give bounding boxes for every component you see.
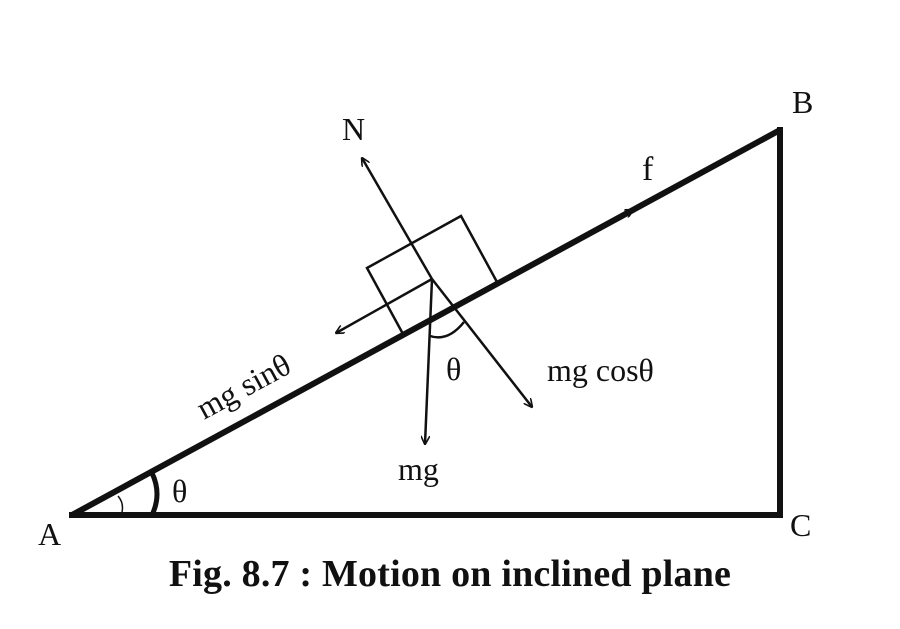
mg-cos-arrow <box>432 279 532 407</box>
normal-force-label: N <box>342 111 366 147</box>
point-c-label: C <box>790 507 812 543</box>
base-angle-arc <box>152 473 157 515</box>
figure-caption: Fig. 8.7 : Motion on inclined plane <box>168 553 732 595</box>
point-b-label: B <box>792 84 814 120</box>
weight-arrow <box>425 279 432 444</box>
normal-force-arrow <box>362 158 432 279</box>
friction-label: f <box>642 151 654 188</box>
mg-sin-label: mg sinθ <box>190 346 297 427</box>
base-angle-inner-mark <box>118 496 123 512</box>
weight-label: mg <box>398 451 439 487</box>
base-angle-label: θ <box>172 473 188 509</box>
friction-arrow <box>560 210 633 249</box>
mg-cos-label: mg cosθ <box>547 352 654 388</box>
block-angle-arc <box>430 322 464 337</box>
block-angle-label: θ <box>446 351 462 387</box>
point-a-label: A <box>38 516 62 552</box>
